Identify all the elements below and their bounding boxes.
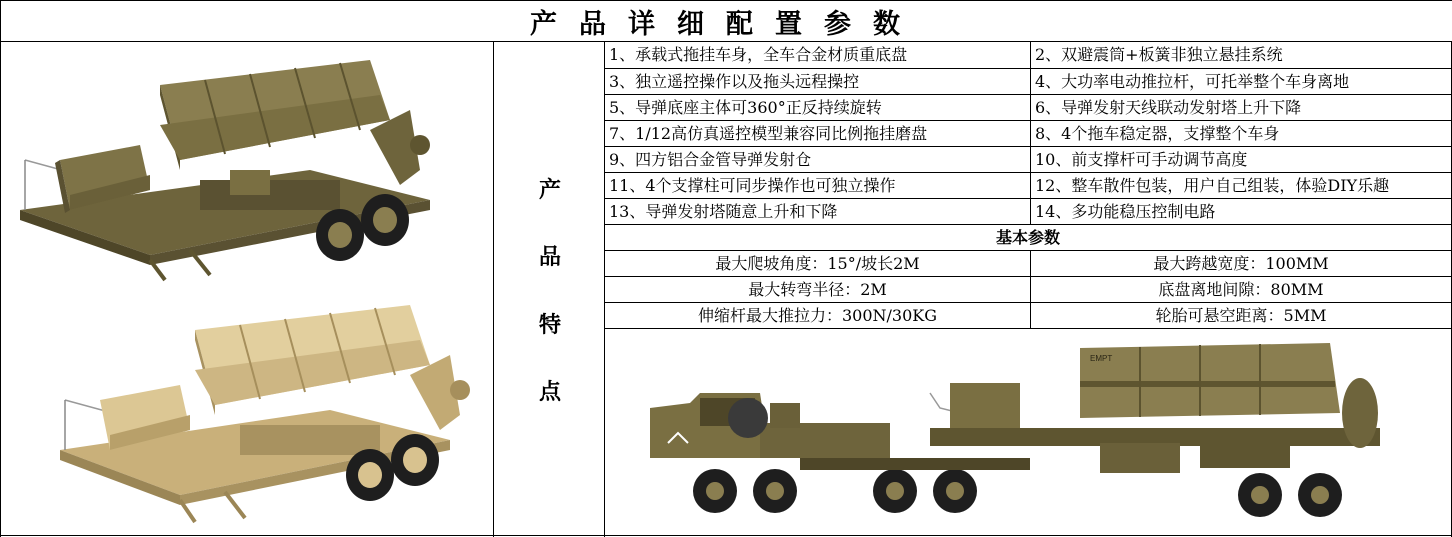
page-title: 产品详细配置参数 [530, 8, 922, 40]
feature-item: 6、导弹发射天线联动发射塔上升下降 [1035, 98, 1302, 117]
param-item: 最大转弯半径：2M [748, 280, 887, 299]
col-divider-1 [493, 41, 494, 537]
side-label-char: 点 [538, 379, 561, 405]
feature-item: 3、独立遥控操作以及拖头远程操控 [609, 72, 860, 91]
param-item: 底盘离地间隙：80MM [1158, 280, 1324, 299]
side-label-char: 产 [538, 177, 561, 203]
param-item: 最大爬坡角度：15°/坡长2M [715, 254, 920, 273]
side-view-vehicle-image [640, 333, 1400, 533]
param-item: 伸缩杆最大推拉力：300N/30KG [697, 306, 938, 325]
feature-item: 7、1/12高仿真遥控模型兼容同比例拖挂磨盘 [609, 124, 928, 143]
param-item: 轮胎可悬空距离：5MM [1155, 306, 1327, 325]
feature-item: 5、导弹底座主体可360°正反持续旋转 [609, 98, 882, 117]
side-label-char: 品 [538, 244, 561, 270]
feature-item: 8、4个拖车稳定器，支撑整个车身 [1035, 124, 1280, 143]
feature-item: 2、双避震筒+板簧非独立悬挂系统 [1035, 45, 1283, 64]
feature-item: 1、承载式拖挂车身，全车合金材质重底盘 [609, 45, 908, 64]
basic-params-heading: 基本参数 [995, 228, 1060, 247]
row-line [604, 328, 1452, 329]
border-left [0, 0, 1, 537]
border-bottom [0, 535, 1452, 536]
feature-item: 13、导弹发射塔随意上升和下降 [609, 202, 838, 221]
feature-item: 12、整车散件包装，用户自己组装，体验DIY乐趣 [1035, 176, 1390, 195]
feature-item: 14、多功能稳压控制电路 [1035, 202, 1216, 221]
launcher-marking: EMPT [1090, 354, 1113, 363]
border-top [0, 0, 1452, 1]
sand-launcher-image [10, 300, 480, 530]
feature-item: 10、前支撑杆可手动调节高度 [1035, 150, 1248, 169]
param-item: 最大跨越宽度：100MM [1153, 254, 1329, 273]
feature-item: 9、四方铝合金管导弹发射仓 [609, 150, 812, 169]
feature-item: 11、4个支撑柱可同步操作也可独立操作 [609, 176, 896, 195]
feature-item: 4、大功率电动推拉杆，可托举整个车身离地 [1035, 72, 1350, 91]
olive-launcher-image [10, 50, 480, 285]
side-label-char: 特 [538, 312, 561, 338]
